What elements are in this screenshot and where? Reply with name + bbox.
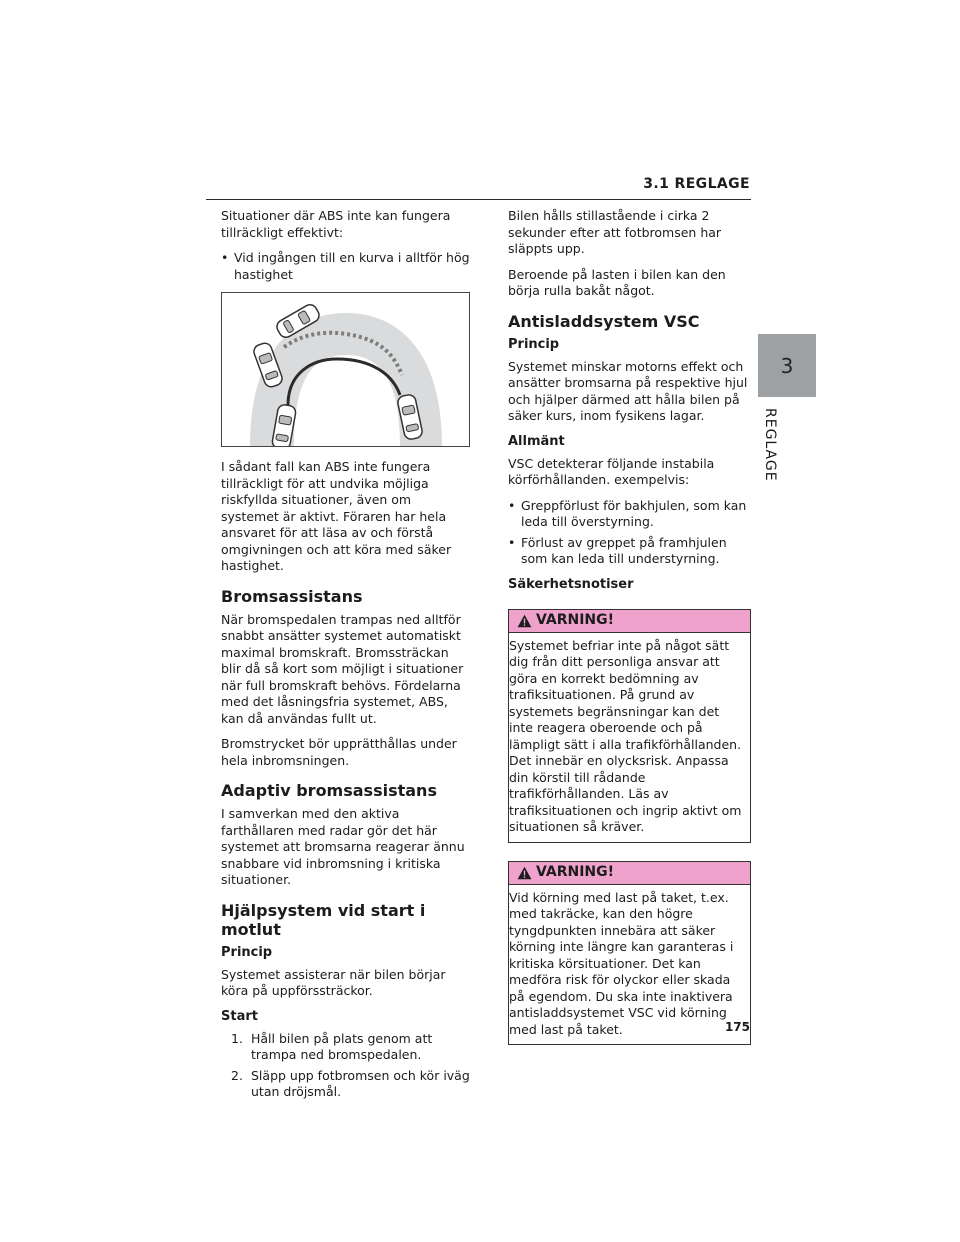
chapter-tab	[758, 334, 816, 397]
road-curve-skid-illustration	[222, 293, 469, 446]
step-number: 1.	[231, 1030, 243, 1046]
brake-assist-text-1: När bromspedalen trampas ned alltför snabbt ansätter systemet automatiskt maximal bromskraft. Bromssträckan blir då så kort som möjligt i situationer när full bromskraft behövs. Fördelarna med det låsningsfria systemet, ABS, kan då användas fullt ut.	[221, 611, 464, 726]
right-column	[508, 208, 751, 1063]
heading-hill-start: Hjälpsystem vid start i motlut	[221, 900, 426, 939]
hill-hold-text: Bilen hålls stillastående i cirka 2 sekunder efter att fotbromsen har släppts upp.	[508, 208, 722, 256]
chapter-number: 3	[780, 353, 794, 378]
list-item: • Vid ingången till en kurva i alltför hög hastighet	[221, 250, 470, 283]
abs-explanation: I sådant fall kan ABS inte fungera tillräckligt för att undvika möjliga riskfyllda situationer, även om systemet är aktivt. Föraren har hela ansvaret för att läsa av och förstå omgivningen och att köra med säker hastighet.	[221, 459, 452, 573]
heading-vsc: Antisladdsystem VSC	[508, 311, 700, 331]
warning-triangle-icon	[517, 866, 532, 880]
subheading-princip: Princip	[508, 336, 560, 352]
warning-header	[509, 862, 750, 885]
abs-situations-list	[221, 250, 470, 283]
subheading-safety-notes: Säkerhetsnotiser	[508, 576, 634, 592]
subheading-allmant: Allmänt	[508, 433, 565, 449]
vsc-general-text: VSC detekterar följande instabila körförhållanden. exempelvis:	[508, 455, 715, 487]
vsc-principle-text: Systemet minskar motorns effekt och ansätter bromsarna på respektive hjul och hjälper därmed att hålla bilen på säker kurs, inom fysikens lagar.	[508, 358, 748, 423]
step-text: Släpp upp fotbromsen och kör iväg utan dröjsmål.	[251, 1067, 470, 1099]
page-number: 175	[724, 1020, 750, 1034]
warning-box	[508, 609, 751, 843]
step-number: 2.	[231, 1067, 243, 1083]
curve-skid-figure	[221, 292, 470, 447]
rollback-text: Beroende på lasten i bilen kan den börja rulla bakåt något.	[508, 266, 726, 298]
section-title: 3.1 REGLAGE	[643, 176, 750, 192]
list-item: • Förlust av greppet på framhjulen som kan leda till understyrning.	[508, 535, 751, 568]
subheading-princip: Princip	[221, 944, 273, 960]
hill-start-principle-text: Systemet assisterar när bilen börjar köra på uppförssträckor.	[221, 966, 446, 998]
subheading-start: Start	[221, 1008, 258, 1024]
page-header	[0, 0, 960, 200]
warning-triangle-icon	[517, 614, 532, 628]
abs-intro: Situationer där ABS inte kan fungera tillräckligt effektivt:	[221, 208, 451, 240]
list-item	[221, 1031, 470, 1064]
warning-title: VARNING!	[536, 612, 615, 629]
list-item	[221, 1068, 470, 1101]
chapter-side-label	[760, 408, 784, 488]
warning-header	[509, 610, 750, 633]
heading-bromsassistans: Bromsassistans	[221, 586, 363, 606]
left-column	[221, 208, 470, 1110]
list-item: • Greppförlust för bakhjulen, som kan leda till överstyrning.	[508, 498, 751, 531]
header-rule	[206, 199, 751, 200]
warning-title: VARNING!	[536, 864, 615, 881]
vsc-conditions-list	[508, 498, 751, 568]
adaptive-brake-assist-text: I samverkan med den aktiva farthållaren med radar gör det här systemet att bromsarna reagerar ännu snabbare vid inbromsning i kritiska situationer.	[221, 806, 465, 887]
step-text: Håll bilen på plats genom att trampa ned bromspedalen.	[251, 1030, 433, 1062]
brake-assist-text-2: Bromstrycket bör upprätthållas under hela inbromsningen.	[221, 736, 457, 768]
warning-box	[508, 861, 751, 1046]
chapter-label-text: REGLAGE	[762, 408, 778, 482]
warning-text: Systemet befriar inte på något sätt dig från ditt personliga ansvar att göra en korrekt bedömning av trafiksituationen. På grund av systemets begränsningar kan det inte reagera oberoende och på lämpligt sätt i alla trafikförhållanden. Det innebär en olycksrisk. Anpassa din körstil till rådande trafikförhållanden. Läs av trafiksituationen och ingrip aktivt om situationen så kräver.	[509, 637, 742, 834]
warning-text: Vid körning med last på taket, t.ex. med takräcke, kan den högre tyngdpunkten innebära att säker körning inte längre kan garanteras i kritiska körsituationer. Det kan medföra risk för olyckor eller skada på egendom. Du ska inte inaktivera antisladdsystemet VSC vid körning med last på taket.	[509, 889, 734, 1037]
heading-adaptive-brake-assist: Adaptiv bromsassistans	[221, 781, 437, 800]
start-steps-list	[221, 1031, 470, 1101]
